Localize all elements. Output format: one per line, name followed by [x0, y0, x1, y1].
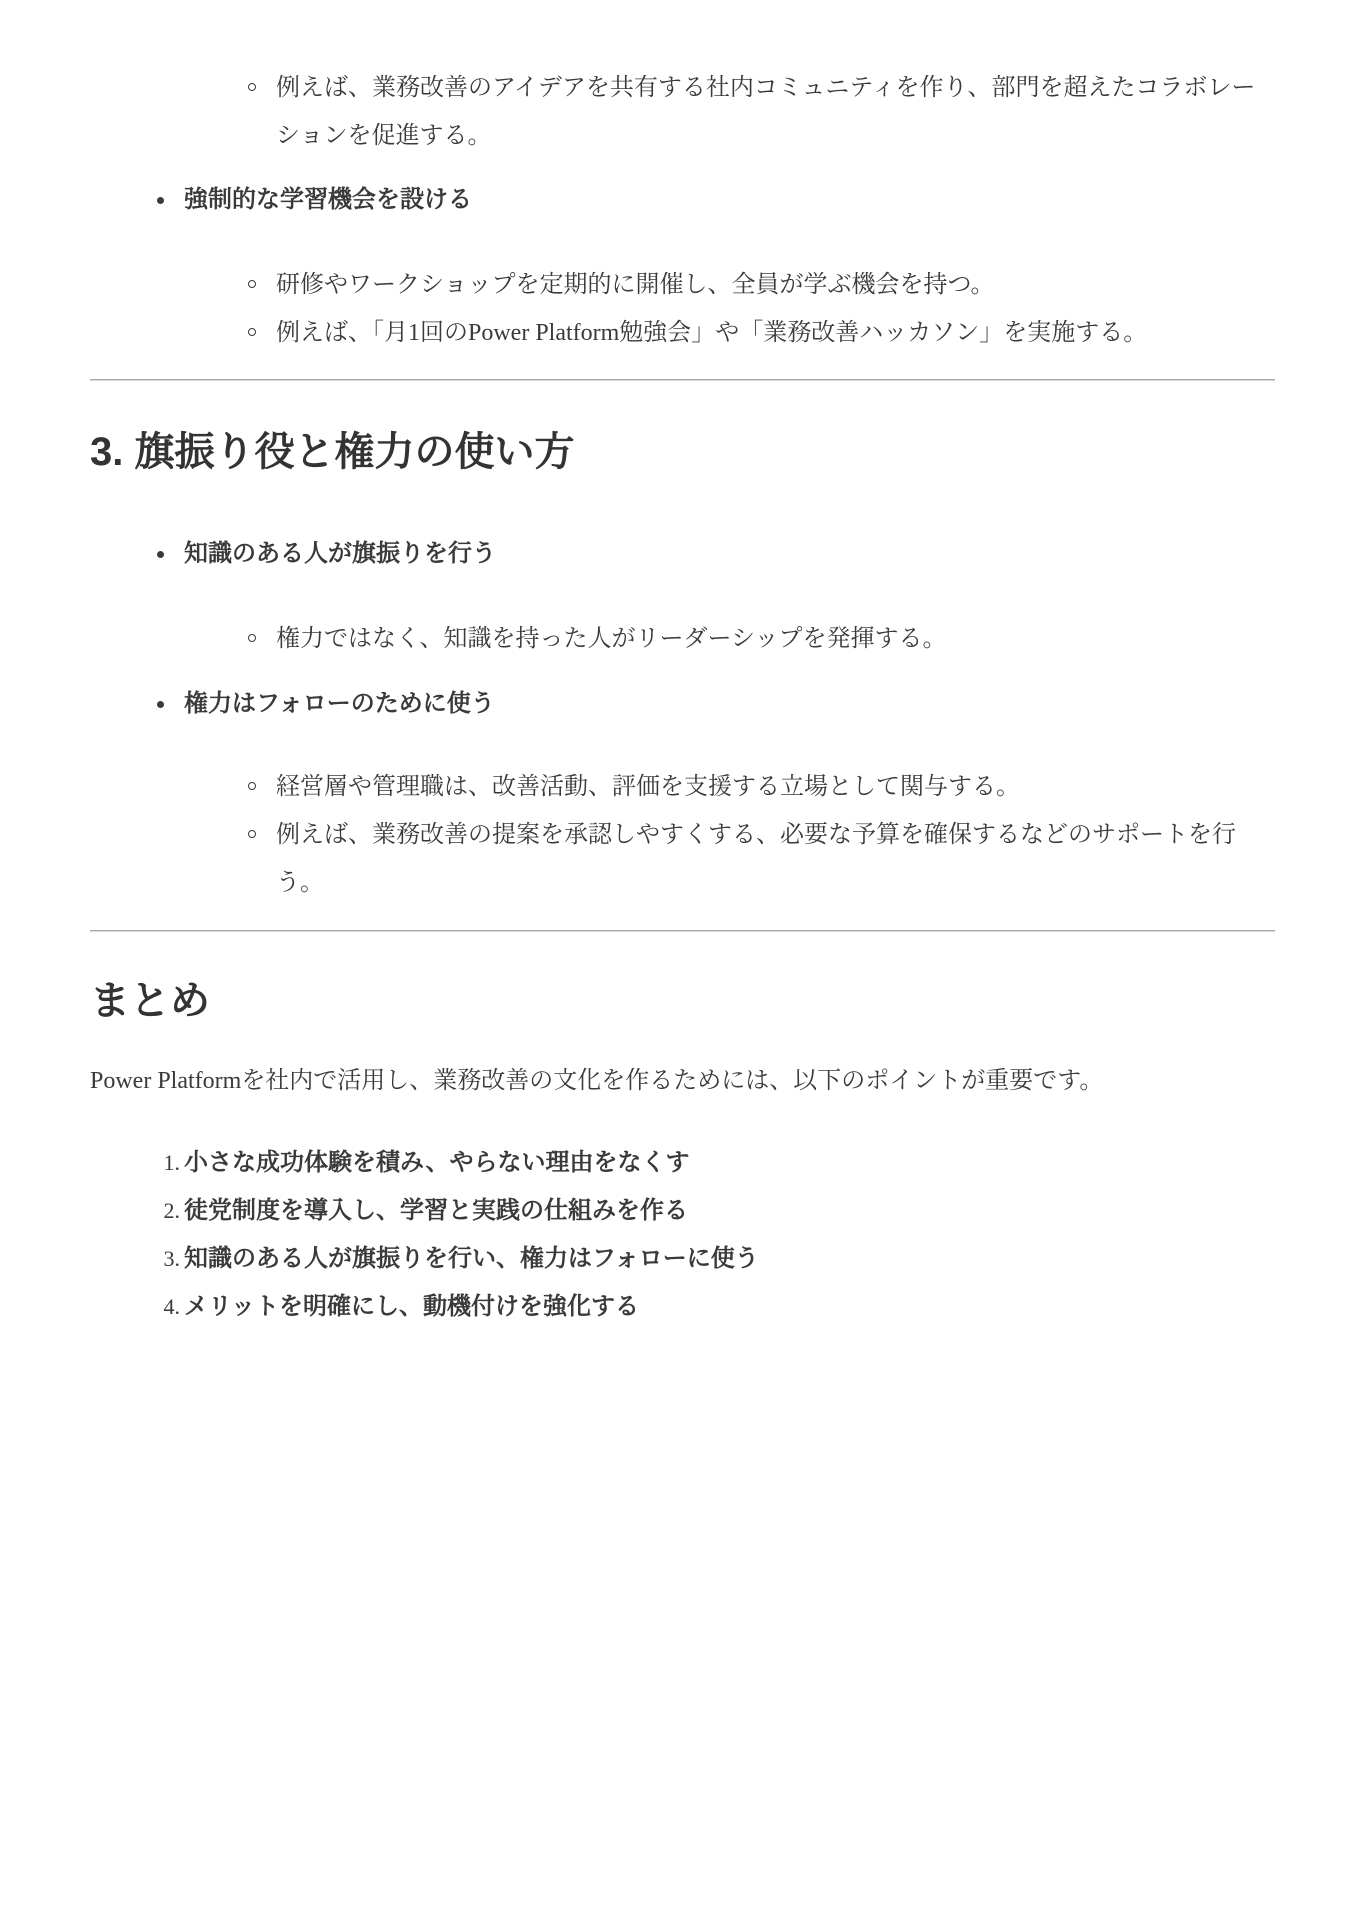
sub-list-item [276, 811, 1275, 907]
bullet-item [184, 680, 1275, 907]
carryover-sub-list [90, 64, 1275, 160]
summary-point [163, 1283, 1275, 1331]
point-number: 3. [163, 1246, 180, 1271]
sub-list-item [276, 261, 1275, 309]
point-number: 2. [163, 1198, 180, 1223]
summary-point [163, 1235, 1275, 1283]
circle-bullet [248, 634, 256, 642]
summary-intro: Power Platformを社内で活用し、業務改善の文化を作るためには、以下のポイントが重要です。 [90, 1068, 1104, 1094]
summary-points-list [90, 1139, 1275, 1331]
sub-list [184, 261, 1275, 357]
disc-bullet [157, 551, 164, 558]
summary-heading: まとめ [90, 979, 210, 1023]
sub-list-item [276, 64, 1275, 160]
sub-item-text: 権力ではなく、知識を持った人がリーダーシップを発揮する。 [276, 626, 947, 652]
section2-bullet-list [90, 176, 1275, 357]
bullet-label: 知識のある人が旗振りを行う [184, 541, 496, 567]
sub-item-text: 例えば、業務改善の提案を承認しやすくする、必要な予算を確保するなどのサポートを行う。 [276, 822, 1236, 896]
circle-bullet [248, 83, 256, 91]
disc-bullet [157, 197, 164, 204]
circle-bullet [248, 782, 256, 790]
point-number: 4. [163, 1294, 180, 1319]
point-text: 徒党制度を導入し、学習と実践の仕組みを作る [184, 1198, 688, 1224]
sub-list [184, 763, 1275, 907]
bullet-label: 強制的な学習機会を設ける [184, 187, 472, 213]
disc-bullet [157, 701, 164, 708]
bullet-item [184, 530, 1275, 663]
point-text: 小さな成功体験を積み、やらない理由をなくす [184, 1150, 690, 1176]
point-number: 1. [163, 1150, 180, 1175]
point-text: 知識のある人が旗振りを行い、権力はフォローに使う [184, 1246, 759, 1272]
point-text: メリットを明確にし、動機付けを強化する [184, 1294, 640, 1320]
bullet-label: 権力はフォローのために使う [184, 691, 495, 717]
sub-list-item [276, 763, 1275, 811]
section-heading: 3. 旗振り役と権力の使い方 [90, 430, 575, 474]
sub-list-item [276, 615, 1275, 663]
sub-item-text: 経営層や管理職は、改善活動、評価を支援する立場として関与する。 [276, 774, 1020, 800]
sub-list-item [276, 309, 1275, 357]
sub-item-text: 例えば、業務改善のアイデアを共有する社内コミュニティを作り、部門を超えたコラボレーションを促進する。 [276, 75, 1256, 149]
section-divider [90, 379, 1275, 381]
sub-item-text: 研修やワークショップを定期的に開催し、全員が学ぶ機会を持つ。 [276, 272, 995, 298]
summary-point [163, 1139, 1275, 1187]
bullet-item [184, 176, 1275, 357]
section3-bullet-list [90, 530, 1275, 907]
circle-bullet [248, 830, 256, 838]
sub-item-text: 例えば、「月1回のPower Platform勉強会」や「業務改善ハッカソン」を実施する。 [276, 320, 1148, 346]
circle-bullet [248, 280, 256, 288]
section-divider [90, 930, 1275, 932]
circle-bullet [248, 328, 256, 336]
summary-point [163, 1187, 1275, 1235]
sub-list [184, 615, 1275, 663]
